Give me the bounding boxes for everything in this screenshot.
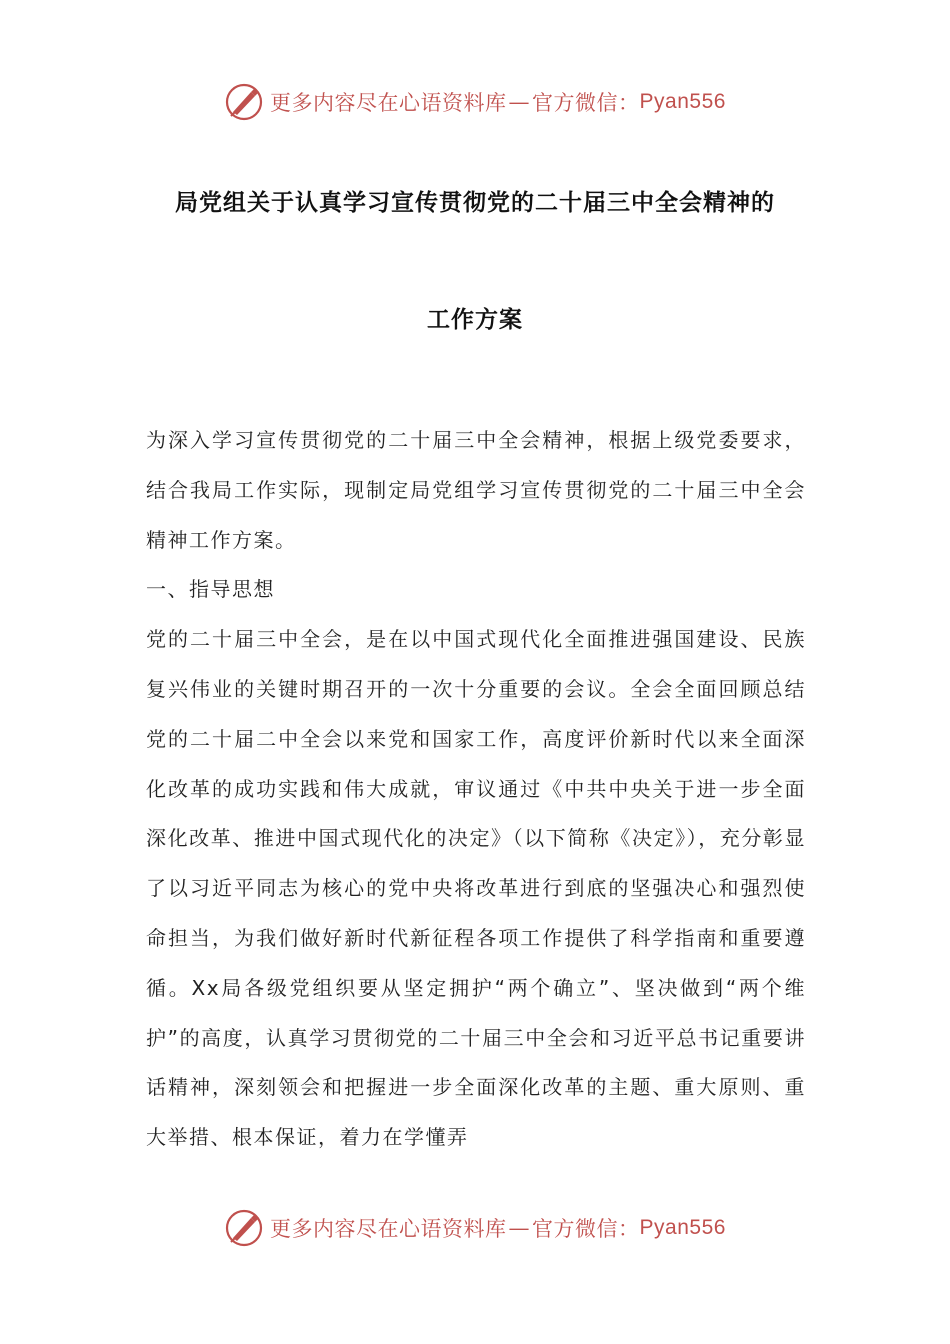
section-heading: 一、指导思想 (146, 577, 275, 602)
document-title-line2: 工作方案 (427, 307, 523, 333)
document-body (146, 416, 806, 1163)
watermark-brand: 更多内容尽在心语资料库 (270, 91, 507, 115)
watermark-dash: — (508, 1216, 531, 1240)
watermark-footer (0, 1208, 950, 1248)
watermark-wechat-label: 官方微信： (532, 1217, 640, 1241)
watermark-wechat-label: 官方微信： (532, 91, 640, 115)
pen-nib-icon (224, 1208, 264, 1248)
watermark-dash: — (508, 90, 531, 114)
pen-nib-icon (224, 82, 264, 122)
document-title-line1: 局党组关于认真学习宣传贯彻党的二十届三中全会精神的 (175, 190, 775, 216)
watermark-wechat-id: Pyan556 (639, 90, 726, 113)
watermark-header (0, 82, 950, 122)
intro-paragraph: 为深入学习宣传贯彻党的二十届三中全会精神，根据上级党委要求，结合我局工作实际，现制定局党组学习宣传贯彻党的二十届三中全会精神工作方案。 (146, 428, 806, 552)
watermark-wechat-id: Pyan556 (639, 1216, 726, 1239)
watermark-brand: 更多内容尽在心语资料库 (270, 1217, 507, 1241)
section-paragraph: 党的二十届三中全会，是在以中国式现代化全面推进强国建设、民族复兴伟业的关键时期召开的一次十分重要的会议。全会全面回顾总结党的二十届二中全会以来党和国家工作，高度评价新时代以来全面深化改革的成功实践和伟大成就，审议通过《中共中央关于进一步全面深化改革、推进中国式现代化的决定》（以下简称《决定》），充分彰显了以习近平同志为核心的党中央将改革进行到底的坚强决心和强烈使命担当，为我们做好新时代新征程各项工作提供了科学指南和重要遵循。Xx局各级党组织要从坚定拥护“两个确立”、坚决做到“两个维护”的高度，认真学习贯彻党的二十届三中全会和习近平总书记重要讲话精神，深刻领会和把握进一步全面深化改革的主题、重大原则、重大举措、根本保证，着力在学懂弄 (146, 627, 806, 1150)
